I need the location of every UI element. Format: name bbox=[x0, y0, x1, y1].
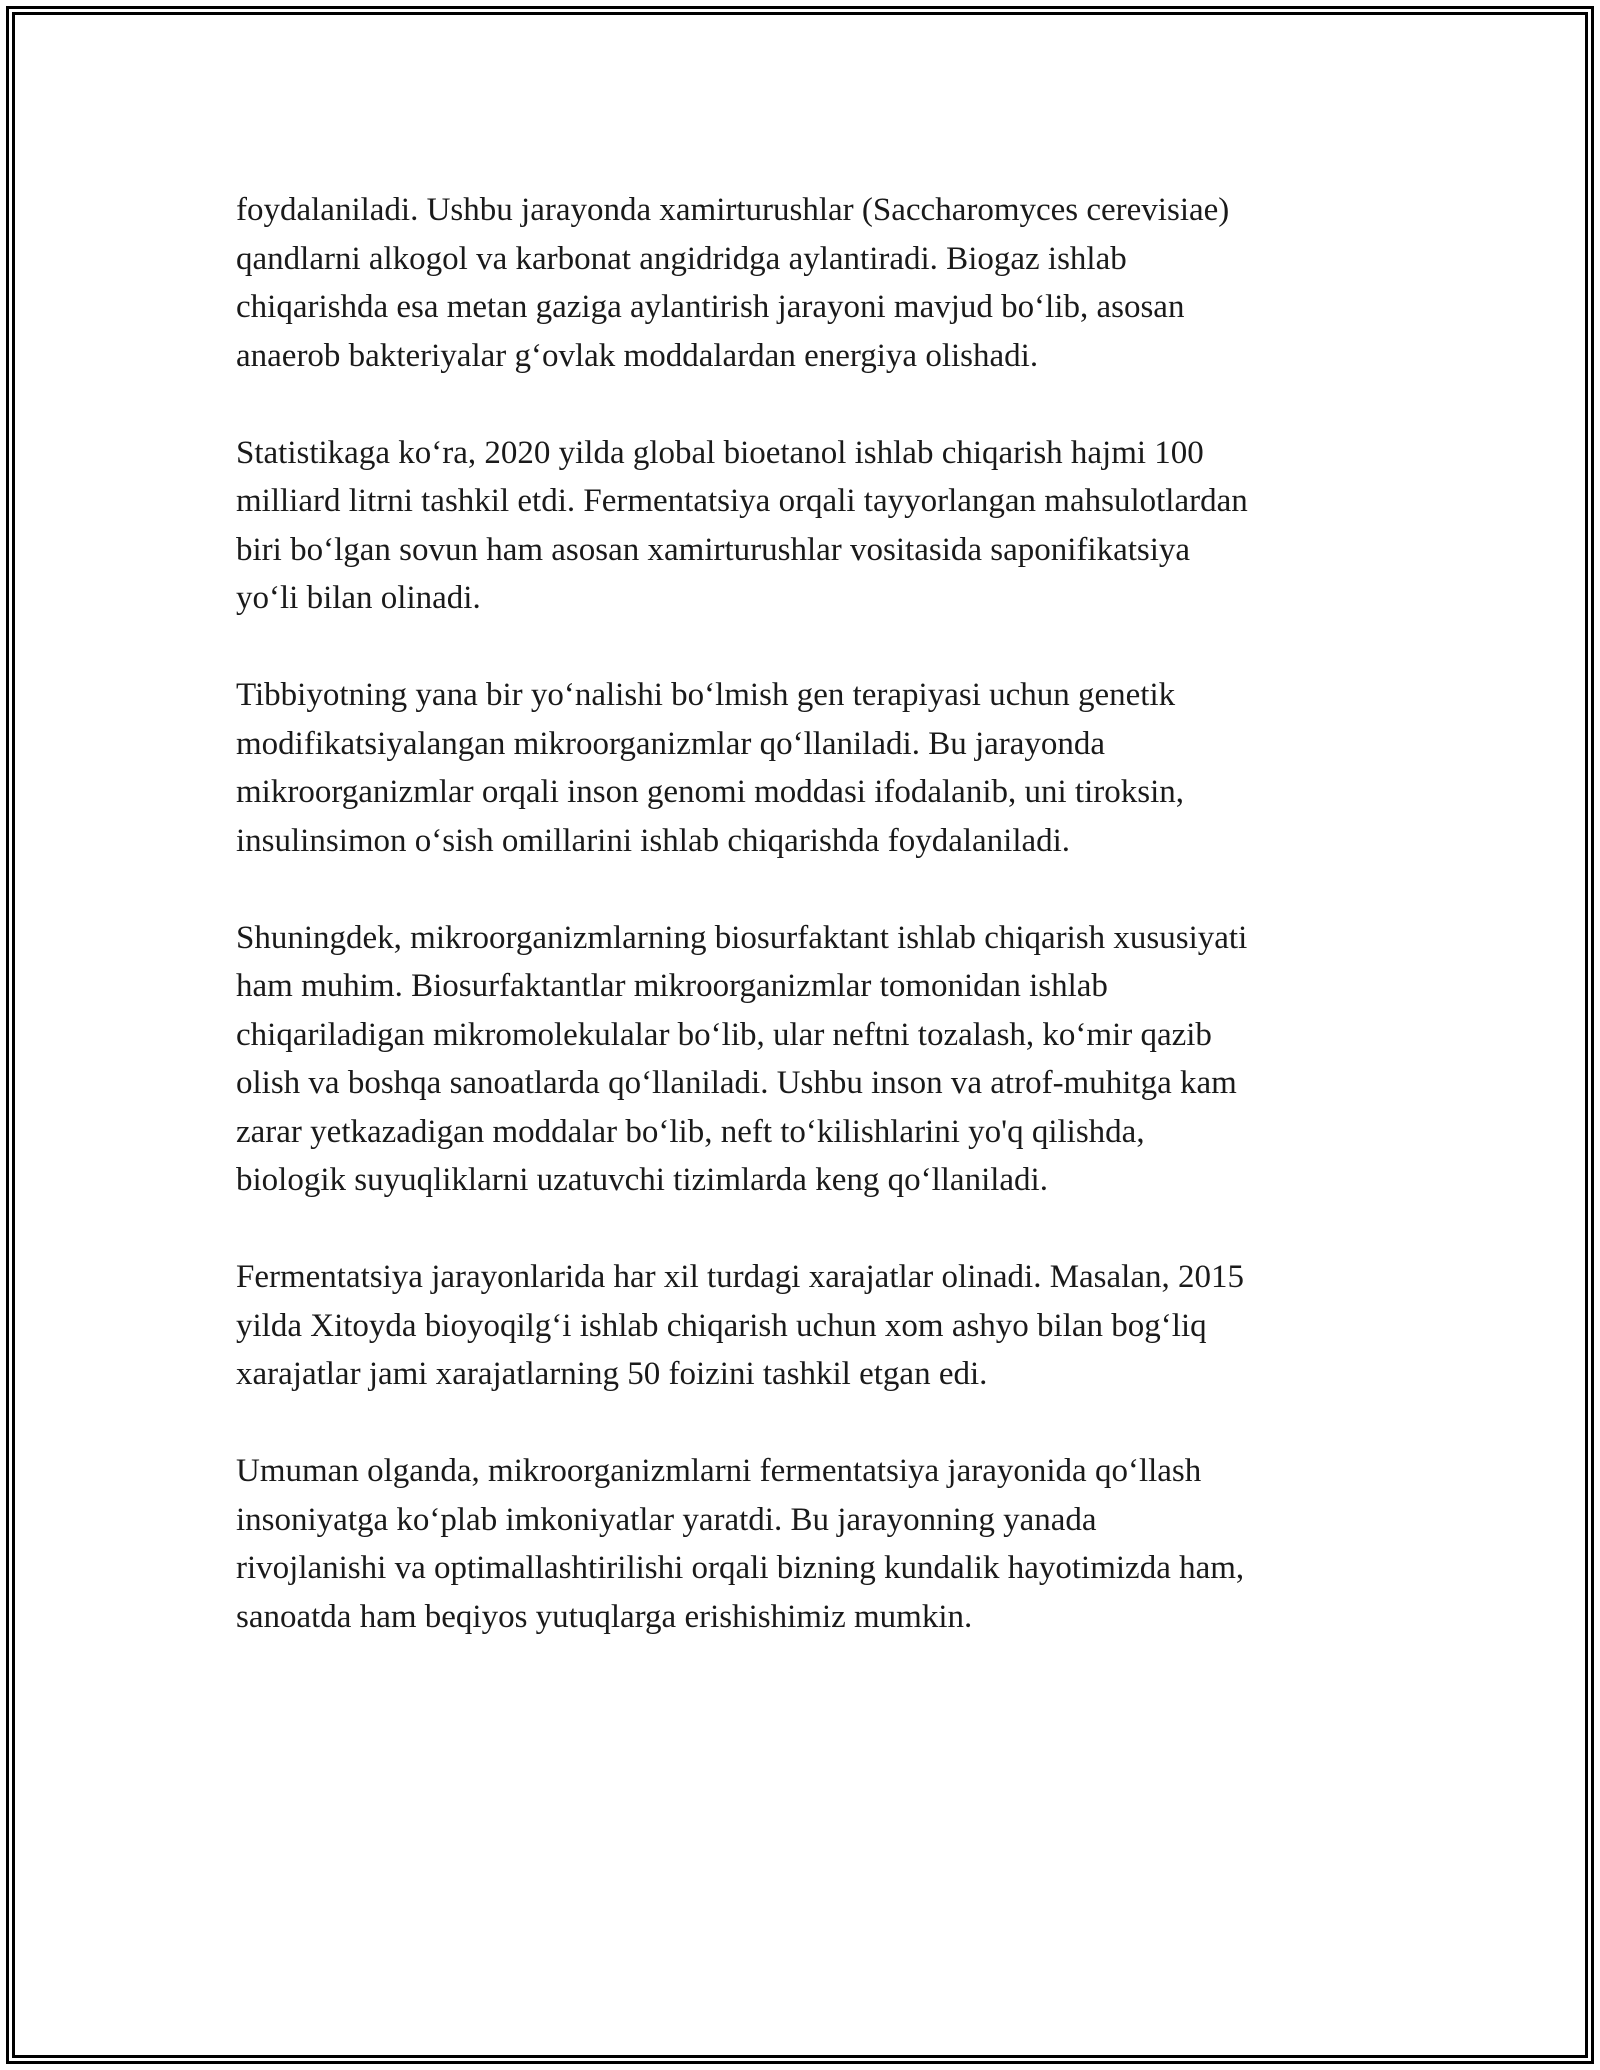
paragraph-conclusion: Umuman olganda, mikroorganizmlarni fermentatsiya jarayonida qo‘llash insoniyatga ko‘plab imkoniyatlar yaratdi. Bu jarayonning yanada rivojlanishi va optimallashtirilishi orqali bizning kundalik hayotimizda ham, sanoatda ham beqiyos yutuqlarga erishishimiz mumkin. bbox=[236, 1453, 1245, 1635]
paragraph-biosurfactants: Shuningdek, mikroorganizmlarning biosurfaktant ishlab chiqarish xususiyati ham muhim. Biosurfaktantlar mikroorganizmlar tomonidan ishlab chiqariladigan mikromolekulalar bo‘lib, ular neftni tozalash, ko‘mir qazib olish va boshqa sanoatlarda qo‘llaniladi. Ushbu inson va atrof-muhitga kam zarar yetkazadigan moddalar bo‘lib, neft to‘kilishlarini yo'q qilishda, biologik suyuqliklarni uzatuvchi tizimlarda keng qo‘llaniladi. bbox=[236, 919, 1248, 1198]
paragraph-yeast-fermentation: foydalaniladi. Ushbu jarayonda xamirturushlar (Saccharomyces cerevisiae) qandlarni alkogol va karbonat angidridga aylantiradi. Biogaz ishlab chiqarishda esa metan gaziga aylantirish jarayoni mavjud bo‘lib, asosan anaerob bakteriyalar g‘ovlak moddalardan energiya olishadi. bbox=[236, 192, 1230, 374]
document-body bbox=[236, 186, 1376, 1641]
paragraph-bioethanol-statistics: Statistikaga ko‘ra, 2020 yilda global bioetanol ishlab chiqarish hajmi 100 milliard litrni tashkil etdi. Fermentatsiya orqali tayyorlangan mahsulotlardan biri bo‘lgan sovun ham asosan xamirturushlar vositasida saponifikatsiya yo‘li bilan olinadi. bbox=[236, 434, 1248, 616]
paragraph-fermentation-costs: Fermentatsiya jarayonlarida har xil turdagi xarajatlar olinadi. Masalan, 2015 yilda Xitoyda bioyoqilg‘i ishlab chiqarish uchun xom ashyo bilan bog‘liq xarajatlar jami xarajatlarning 50 foizini tashkil etgan edi. bbox=[236, 1259, 1244, 1392]
paragraph-gene-therapy: Tibbiyotning yana bir yo‘nalishi bo‘lmish gen terapiyasi uchun genetik modifikatsiyalangan mikroorganizmlar qo‘llaniladi. Bu jarayonda mikroorganizmlar orqali inson genomi moddasi ifodalanib, uni tiroksin, insulinsimon o‘sish omillarini ishlab chiqarishda foydalaniladi. bbox=[236, 677, 1184, 859]
